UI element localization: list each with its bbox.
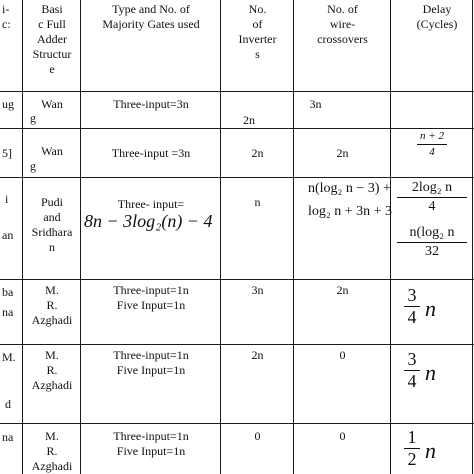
row2-delay-den: 4: [429, 146, 435, 158]
row4-col1-line1: M.: [45, 283, 59, 297]
row4-col4: 2n: [336, 283, 349, 297]
row1-col2: Three-input=3n: [113, 97, 189, 111]
row2-col2: Three-input =3n: [111, 146, 191, 160]
row-divider-6: [0, 423, 474, 424]
row3-col1-line2: and: [43, 210, 61, 224]
header-col2-line2: Majority Gates used: [102, 17, 200, 31]
row2-delay-fraction: [392, 130, 472, 159]
header-col2-line1: Type and No. of: [112, 2, 190, 16]
header-col4-line3: crossovers: [317, 32, 368, 46]
header-col1-line5: e: [49, 62, 55, 76]
row3-col0-line1: i: [5, 192, 9, 206]
row6-col2-line1: Three-input=1n: [113, 429, 189, 443]
row3-delay-b-num: n(log₂ n: [409, 225, 455, 240]
row6-col0: na: [2, 430, 14, 444]
col-divider-2: [80, 0, 81, 474]
row4-delay-num: 3: [407, 285, 417, 305]
header-col1-line2: c Full: [38, 17, 66, 31]
col-divider-1: [22, 0, 23, 474]
header-col3-line3: Inverter: [238, 32, 277, 46]
row6-col1-line3: Azghadi: [31, 459, 73, 473]
row6-delay-den: 2: [407, 449, 417, 469]
row3-col4-line2: log₂ n + 3n + 3: [308, 204, 393, 219]
header-col3-line2: of: [252, 17, 263, 31]
header-col4-line2: wire-: [329, 17, 356, 31]
row-divider-2: [0, 128, 474, 129]
row5-col0-line3: d: [5, 397, 11, 411]
row2-col3: 2n: [251, 146, 264, 160]
row5-delay-var: n: [425, 360, 436, 385]
row2-col0: 5]: [2, 146, 12, 160]
row1-col4: 3n: [309, 97, 322, 111]
row4-delay-var: n: [425, 296, 436, 321]
row3-delay-b-bar: [397, 242, 467, 243]
row5-col1-line2: R.: [46, 363, 58, 377]
row6-delay-fraction: [404, 428, 420, 469]
row4-col0-line1: ba: [2, 285, 14, 299]
row3-delay-a-den: 4: [428, 199, 436, 214]
row-divider-1: [0, 91, 474, 92]
col-divider-3: [220, 0, 221, 474]
row3-delay-a-num: 2log₂ n: [411, 180, 453, 195]
header-col4-line1: No. of: [327, 2, 358, 16]
row4-col1-line2: R.: [46, 298, 58, 312]
row3-col1-line3: Sridharа: [31, 225, 73, 239]
header-col5-line2: (Cycles): [416, 17, 458, 31]
row5-delay-fraction: [404, 350, 420, 391]
row3-delay-b-den: 32: [425, 244, 439, 259]
row-divider-4: [0, 279, 474, 280]
row5-col3: 2n: [251, 348, 264, 362]
row5-col1-line1: M.: [45, 348, 59, 362]
row3-col1-line1: Pudi: [40, 195, 63, 209]
row2-delay-bar: [417, 144, 447, 145]
row3-col0-line3: an: [2, 228, 14, 242]
row2-delay-num: n + 2: [420, 130, 444, 142]
row4-col0-line2: na: [2, 305, 14, 319]
row2-col1-line1: Wan: [41, 144, 63, 158]
row3-delay-fraction-b: [392, 225, 472, 260]
row6-col4: 0: [339, 429, 346, 443]
col-divider-5: [390, 0, 391, 474]
row6-col3: 0: [254, 429, 261, 443]
row3-delay-a-bar: [397, 197, 467, 198]
row-divider-5: [0, 344, 474, 345]
row4-delay-den: 4: [407, 307, 417, 327]
header-col3-line4: s: [255, 47, 260, 61]
row6-col1-line1: M.: [45, 429, 59, 443]
row-divider-3: [0, 177, 474, 178]
header-col5-line1: Delay: [422, 2, 452, 16]
col-divider-4: [293, 0, 294, 474]
row3-col4-line1: n(log₂ n − 3) +: [308, 181, 391, 196]
row5-col0-line1: M.: [2, 350, 16, 364]
row5-delay-den: 4: [407, 371, 417, 391]
row5-col1-line3: Azghadi: [31, 378, 73, 392]
row2-col4: 2n: [336, 146, 349, 160]
header-col0-line1: i-: [2, 2, 10, 16]
row6-delay-num: 1: [407, 427, 417, 447]
row1-col1-line1: Wan: [41, 97, 63, 111]
header-col3-line1: No.: [248, 2, 267, 16]
row1-col3: 2n: [243, 113, 255, 127]
header-col0-line2: c:: [2, 17, 11, 31]
row3-col2-formula: 8n − 3log₂(n) − 4: [84, 211, 213, 231]
row2-col1-line2: g: [30, 159, 36, 173]
row3-col3: n: [254, 195, 261, 209]
row6-delay-var: n: [425, 438, 436, 463]
row5-col2-line1: Three-input=1n: [113, 348, 189, 362]
row6-col1-line2: R.: [46, 444, 58, 458]
row1-col0: ug: [2, 97, 14, 111]
row1-col1-line2: g: [30, 111, 36, 125]
row5-col4: 0: [339, 348, 346, 362]
header-col1-line3: Adder: [37, 32, 67, 46]
row6-col2-line2: Five Input=1n: [116, 444, 186, 458]
row4-col1-line3: Azghadi: [31, 313, 73, 327]
row4-col2-line2: Five Input=1n: [116, 298, 186, 312]
row5-delay-num: 3: [407, 349, 417, 369]
header-col1-line4: Structur: [32, 47, 72, 61]
row4-delay-fraction: [404, 286, 420, 327]
row3-col1-line4: n: [49, 240, 55, 254]
row4-col3: 3n: [251, 283, 264, 297]
row5-col2-line2: Five Input=1n: [116, 363, 186, 377]
header-col1-line1: Basi: [41, 2, 63, 16]
row3-delay-fraction-a: [392, 180, 472, 215]
row3-col2-top: Three- input=: [117, 197, 185, 211]
col-divider-6: [472, 0, 473, 474]
row4-col2-line1: Three-input=1n: [113, 283, 189, 297]
